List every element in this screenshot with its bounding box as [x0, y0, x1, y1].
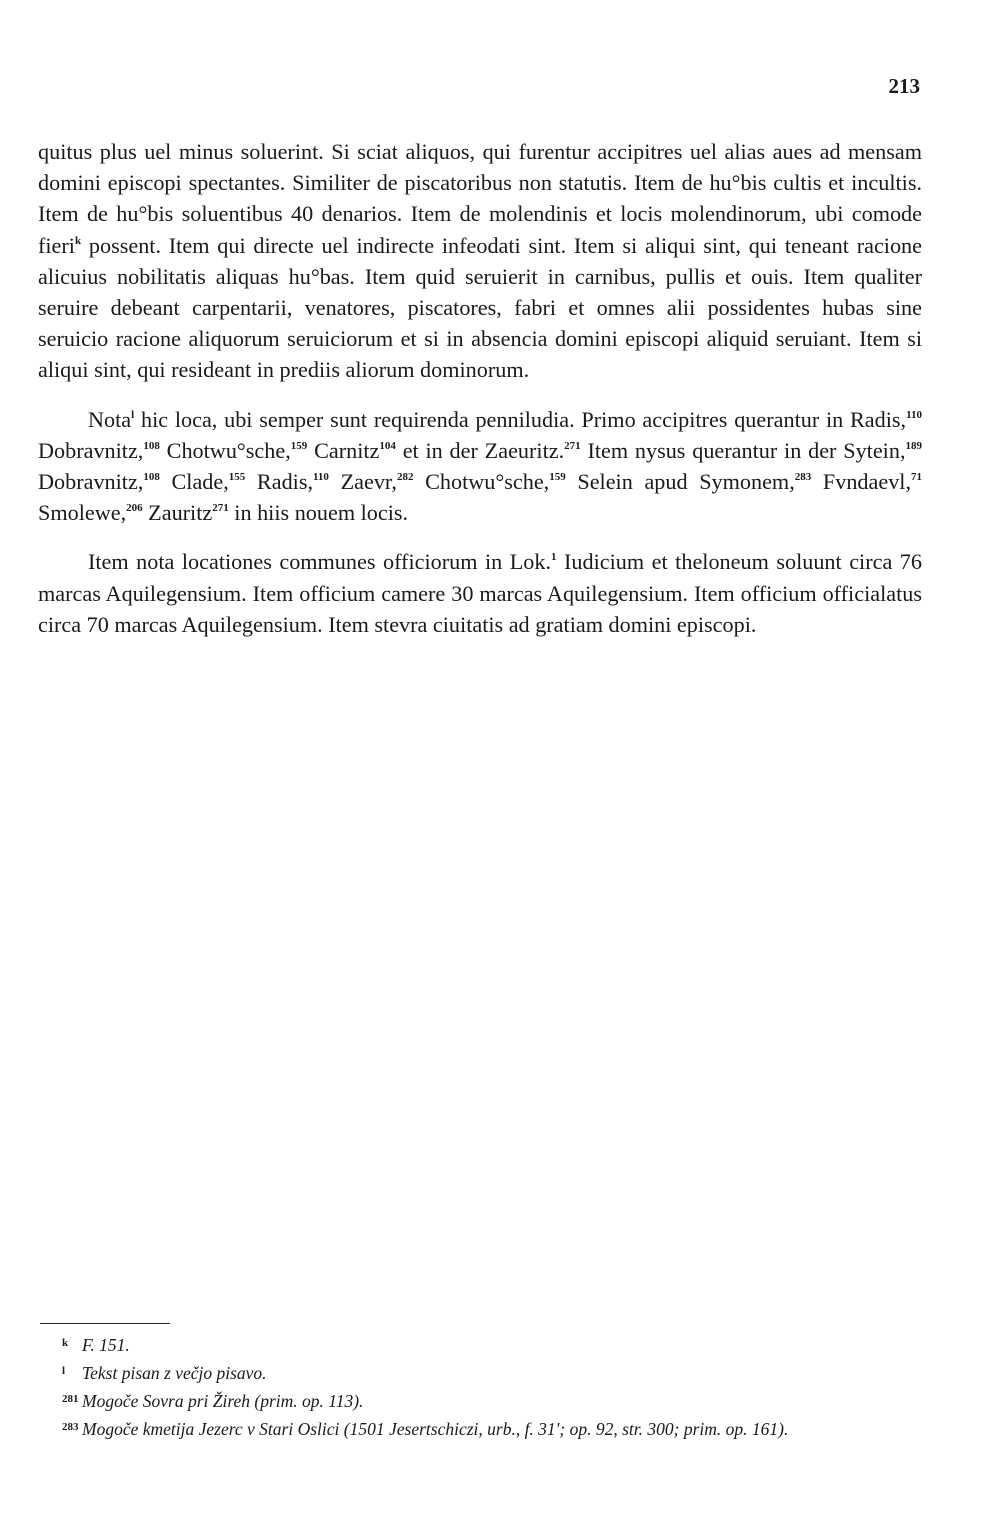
footnote-reference: 110 — [906, 408, 922, 421]
text-run: Iudicium et theloneum soluunt circa 76 marcas Aquilegensium. Item officium camere 30 marcas Aquilegensium. Item officium officialatus circa 70 marcas Aquilegensium. Item stevra ciuitatis ad gratiam domini episcopi. — [38, 549, 922, 637]
footnote-reference: 1 — [551, 551, 557, 564]
footnote-reference: 189 — [905, 439, 922, 452]
text-run: Smolewe, — [38, 500, 127, 526]
paragraph — [38, 136, 922, 386]
text-run: hic loca, ubi semper sunt requirenda penniludia. Primo accipitres querantur in Radis, — [134, 406, 907, 432]
text-run: Selein apud Symonem, — [565, 469, 795, 495]
footnote-reference: 104 — [379, 439, 396, 452]
text-run: et in der Zaeuritz. — [395, 437, 565, 463]
text-run: Item nysus querantur in der Sytein, — [580, 437, 906, 463]
footnote — [38, 1386, 928, 1414]
footnote-mark: l — [62, 1365, 66, 1377]
footnote-reference: 108 — [143, 439, 160, 452]
text-run: Fvndaevl, — [811, 469, 912, 495]
text-run: Nota — [88, 406, 132, 432]
text-run: Radis, — [245, 469, 314, 495]
text-run: Chotwu°sche, — [413, 469, 550, 495]
text-run: Zauritz — [142, 500, 213, 526]
paragraph — [38, 546, 922, 640]
footnote-reference: 110 — [313, 471, 329, 484]
footnote — [38, 1358, 928, 1386]
footnote-divider — [40, 1323, 170, 1324]
footnote-mark: 283 — [62, 1421, 79, 1433]
text-run: possent. Item qui directe uel indirecte infeodati sint. Item si aliqui sint, qui teneant racione alicuius nobilitatis aliquas hu°bas. Item quid seruierit in carnibus, pullis et ouis. Item qualiter seruire debeant carpentarii, venatores, piscatores, fabri et omnes alii possidentes hubas sine seruicio racione aliquorum seruiciorum et si in absencia domini episcopi aliquid seruiant. Item si aliqui sint, qui resideant in prediis aliorum dominorum. — [38, 232, 922, 383]
footnote-text: Mogoče Sovra pri Žireh (prim. op. 113). — [82, 1391, 364, 1411]
footnote-reference: 108 — [143, 471, 160, 484]
footnote-mark: k — [62, 1337, 69, 1349]
footnote-reference: 271 — [564, 439, 581, 452]
footnote-reference: 206 — [126, 502, 143, 515]
footnote-mark: 281 — [62, 1393, 79, 1405]
text-run: Item nota locationes communes officiorum in Lok. — [88, 549, 552, 575]
footnote — [38, 1414, 928, 1442]
text-run: Dobravnitz, — [38, 437, 144, 463]
body-text — [38, 136, 922, 658]
footnote-reference: 283 — [794, 471, 812, 484]
footnote-reference: 282 — [396, 471, 414, 484]
text-run: Carnitz — [307, 437, 380, 463]
text-run: in hiis nouem locis. — [228, 500, 409, 526]
footnote — [38, 1330, 928, 1358]
text-run: Zaevr, — [328, 469, 397, 495]
footnote-reference: 159 — [549, 471, 566, 484]
text-run: Chotwu°sche, — [159, 437, 291, 463]
footnotes — [38, 1330, 928, 1442]
paragraph — [38, 404, 922, 529]
footnote-reference: 159 — [290, 439, 308, 452]
footnote-reference: 71 — [911, 471, 923, 484]
footnote-reference: 271 — [212, 502, 229, 515]
footnote-text: Mogoče kmetija Jezerc v Stari Oslici (1501 Jesertschiczi, urb., f. 31'; op. 92, str. 300; prim. op. 161). — [82, 1419, 789, 1439]
text-run: quitus plus uel minus soluerint. Si sciat aliquos, qui furentur accipitres uel alias aues ad mensam domini episcopi spectantes. Similiter de piscatoribus non statutis. Item de hu°bis cultis et incultis. Item de hu°bis soluentibus 40 denarios. Item de molendinis et locis molendinorum, ubi comode fieri — [38, 139, 922, 258]
text-run: Clade, — [159, 469, 229, 495]
footnote-text: Tekst pisan z večjo pisavo. — [82, 1363, 267, 1383]
footnote-reference: k — [74, 234, 82, 247]
footnote-reference: l — [131, 408, 135, 421]
footnote-reference: 155 — [228, 471, 246, 484]
text-run: Dobravnitz, — [38, 469, 144, 495]
page-number: 213 — [888, 74, 920, 98]
footnote-text: F. 151. — [82, 1335, 130, 1355]
